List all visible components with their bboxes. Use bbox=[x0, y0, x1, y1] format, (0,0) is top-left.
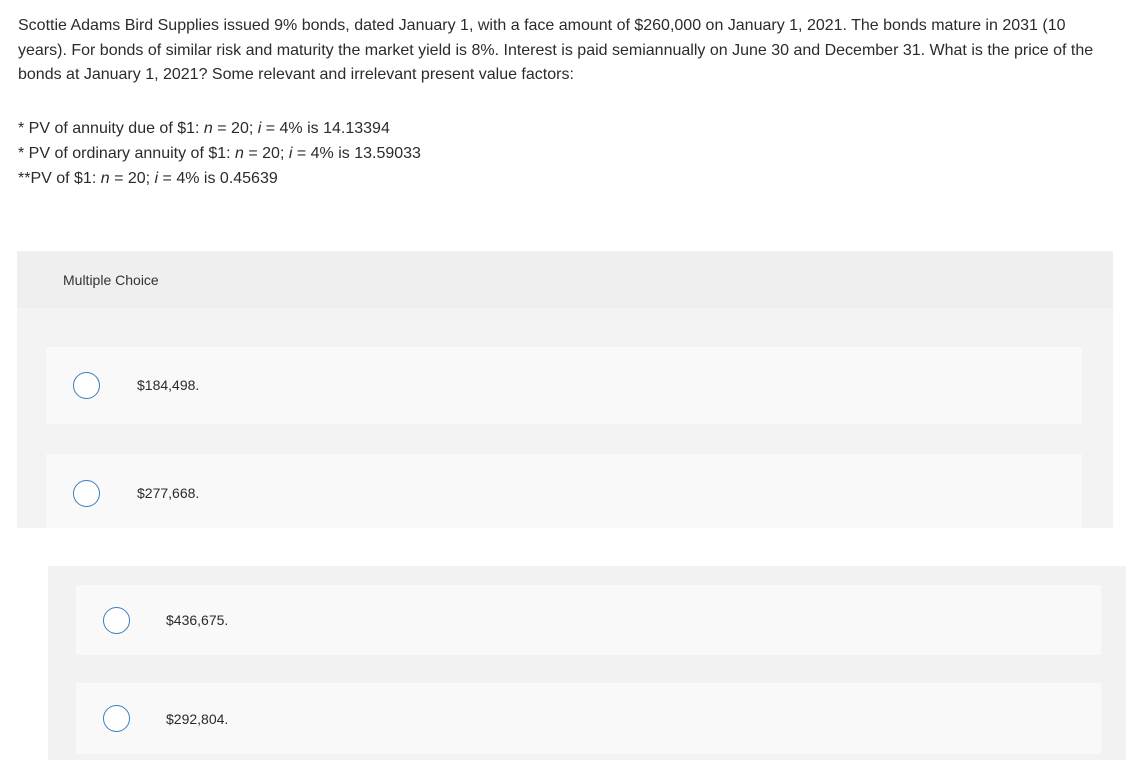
factor-n: n bbox=[235, 145, 244, 162]
factor-prefix: * PV of annuity due of $1: bbox=[18, 120, 204, 137]
factor-i-value: = 4% is 13.59033 bbox=[292, 145, 421, 162]
answer-option[interactable] bbox=[46, 454, 1082, 528]
answer-option-label: $277,668. bbox=[137, 485, 200, 501]
factor-n-value: = 20; bbox=[243, 145, 289, 162]
answer-option[interactable] bbox=[76, 585, 1101, 655]
factor-i: i bbox=[288, 145, 293, 162]
factor-n-value: = 20; bbox=[109, 170, 155, 187]
factor-n: n bbox=[100, 170, 110, 187]
factor-line bbox=[18, 166, 718, 191]
factor-prefix: **PV of $1: bbox=[18, 170, 101, 187]
answer-option[interactable] bbox=[76, 683, 1101, 754]
factor-n: n bbox=[203, 120, 213, 137]
factor-n-value: = 20; bbox=[212, 120, 258, 137]
factor-prefix: * PV of ordinary annuity of $1: bbox=[18, 145, 236, 162]
present-value-factors bbox=[18, 116, 718, 191]
factor-line bbox=[18, 141, 718, 166]
factor-line bbox=[18, 116, 718, 141]
answer-option-label: $184,498. bbox=[137, 377, 200, 393]
factor-i-value: = 4% is 14.13394 bbox=[261, 120, 390, 137]
answer-option-label: $292,804. bbox=[166, 711, 229, 727]
multiple-choice-header-label: Multiple Choice bbox=[63, 272, 159, 288]
factor-i-value: = 4% is 0.45639 bbox=[158, 170, 278, 187]
question-text: Scottie Adams Bird Supplies issued 9% bonds, dated January 1, with a face amount of $260,000 on January 1, 2021. The bonds mature in 2031 (10 years). For bonds of similar risk and maturity the market yield is 8%. Interest is paid semiannually on June 30 and December 31. What is the price of the bonds at January 1, 2021? Some relevant and irrelevant present value factors: bbox=[18, 17, 1094, 83]
radio-button[interactable] bbox=[103, 705, 130, 732]
radio-button[interactable] bbox=[73, 480, 100, 507]
factor-i: i bbox=[257, 120, 262, 137]
answer-option[interactable] bbox=[46, 347, 1082, 424]
factor-i: i bbox=[154, 170, 159, 187]
multiple-choice-header bbox=[17, 251, 1113, 308]
radio-button[interactable] bbox=[73, 372, 100, 399]
radio-button[interactable] bbox=[103, 607, 130, 634]
answer-option-label: $436,675. bbox=[166, 612, 229, 628]
